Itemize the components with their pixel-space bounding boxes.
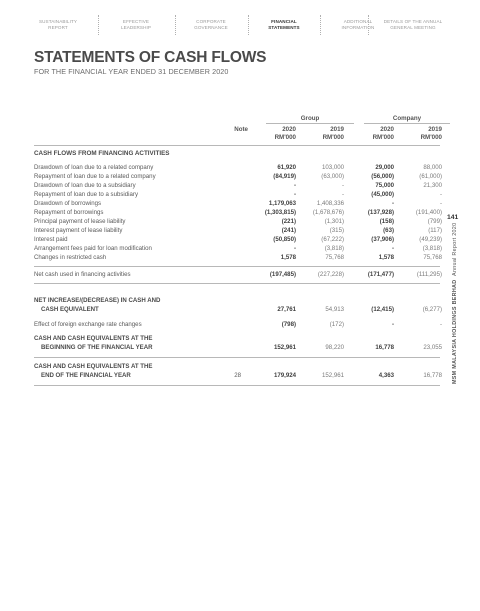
value-company-2019: 75,768 (423, 254, 442, 261)
value-group-2019: (3,818) (324, 245, 344, 252)
nav-divider (320, 15, 321, 35)
side-report-name: Annual Report 2020 (452, 222, 458, 276)
unit-header-company-2019: RM'000 (420, 134, 442, 141)
value-company-2020: (56,000) (371, 173, 394, 180)
value-group-2020: - (293, 191, 296, 198)
nav-divider (98, 15, 99, 35)
table-row (34, 163, 440, 172)
value-group-2019: (67,222) (321, 236, 344, 243)
value-company-2020: (45,000) (371, 191, 394, 198)
value-group-2019: (172) (329, 321, 344, 328)
value-company-2020: - (391, 200, 394, 207)
value-group-2019: 54,913 (325, 306, 344, 313)
value-company-2019: (61,000) (419, 173, 442, 180)
page-title: STATEMENTS OF CASH FLOWS (34, 49, 267, 66)
side-company-name: MSM MALAYSIA HOLDINGS BERHAD (452, 279, 458, 384)
year-header-company-2020: 2020 (380, 126, 394, 133)
section-financing-title: CASH FLOWS FROM FINANCING ACTIVITIES (34, 150, 170, 157)
value-group-2020: 179,924 (273, 372, 296, 379)
end-row (34, 371, 440, 380)
group-underline (266, 123, 354, 124)
end-row-line1 (34, 362, 440, 371)
value-group-2020: 27,761 (277, 306, 296, 313)
value-group-2020: (84,919) (273, 173, 296, 180)
value-group-2020: (197,485) (269, 271, 296, 278)
row-label: Net cash used in financing activities (34, 271, 131, 278)
row-label: Repayment of borrowings (34, 209, 104, 216)
value-group-2019: 152,961 (321, 372, 344, 379)
rule (34, 266, 440, 267)
beginning-row (34, 343, 440, 352)
value-company-2020: (63) (383, 227, 394, 234)
table-row (34, 199, 440, 208)
value-company-2019: (191,400) (415, 209, 442, 216)
value-company-2019: 23,055 (423, 344, 442, 351)
page-number: 141 (447, 214, 459, 221)
value-company-2019: - (439, 321, 442, 328)
value-company-2019: - (439, 200, 442, 207)
row-label: Drawdown of loan due to a subsidiary (34, 182, 136, 189)
table-row (34, 217, 440, 226)
table-row (34, 253, 440, 262)
value-group-2019: 75,768 (325, 254, 344, 261)
row-label: Drawdown of loan due to a related company (34, 164, 154, 171)
value-company-2020: (12,415) (371, 306, 394, 313)
row-label: Repayment of loan due to a subsidiary (34, 191, 138, 198)
beginning-row-line1 (34, 334, 440, 343)
year-header-group-2019: 2019 (330, 126, 344, 133)
value-company-2020: 1,578 (378, 254, 394, 261)
value-group-2020: (241) (281, 227, 296, 234)
row-label: END OF THE FINANCIAL YEAR (41, 372, 131, 379)
net-financing-row (34, 270, 440, 279)
table-row (34, 208, 440, 217)
table-row (34, 181, 440, 190)
table-row (34, 190, 440, 199)
top-navigation (26, 12, 454, 38)
nav-corporate-governance[interactable]: CORPORATE GOVERNANCE (194, 19, 228, 30)
unit-header-group-2019: RM'000 (322, 134, 344, 141)
value-company-2020: (37,906) (371, 236, 394, 243)
value-company-2019: - (439, 191, 442, 198)
value-group-2020: (798) (281, 321, 296, 328)
value-group-2020: 1,578 (280, 254, 296, 261)
value-company-2019: (117) (428, 227, 442, 234)
row-label: Arrangement fees paid for loan modification (34, 245, 152, 252)
year-header-group-2020: 2020 (282, 126, 296, 133)
row-label: Repayment of loan due to a related company (34, 173, 156, 180)
value-company-2020: - (391, 245, 394, 252)
value-group-2020: (1,303,815) (264, 209, 296, 216)
value-company-2019: (49,239) (419, 236, 442, 243)
net-increase-row (34, 305, 440, 314)
row-label: Interest payment of lease liability (34, 227, 123, 234)
value-company-2019: (3,818) (422, 245, 442, 252)
company-header: Company (392, 115, 422, 122)
year-header-company-2019: 2019 (428, 126, 442, 133)
value-group-2019: (1,301) (324, 218, 344, 225)
table-row (34, 172, 440, 181)
nav-effective-leadership[interactable]: EFFECTIVE LEADERSHIP (120, 19, 152, 30)
value-group-2019: 1,408,336 (316, 200, 344, 207)
value-company-2020: 29,000 (375, 164, 394, 171)
value-group-2020: (221) (281, 218, 296, 225)
value-group-2020: - (293, 182, 296, 189)
value-company-2020: (171,477) (367, 271, 394, 278)
row-label: Effect of foreign exchange rate changes (34, 321, 142, 328)
value-group-2019: (1,678,676) (312, 209, 344, 216)
nav-divider (368, 15, 369, 35)
value-company-2019: 16,778 (423, 372, 442, 379)
value-company-2020: (137,928) (367, 209, 394, 216)
row-label: BEGINNING OF THE FINANCIAL YEAR (41, 344, 153, 351)
value-company-2020: (158) (379, 218, 394, 225)
net-increase-row-line1 (34, 296, 440, 305)
value-company-2020: 16,778 (375, 344, 394, 351)
value-group-2019: 98,220 (325, 344, 344, 351)
value-group-2020: (50,850) (273, 236, 296, 243)
row-label: Changes in restricted cash (34, 254, 107, 261)
value-group-2019: (315) (329, 227, 344, 234)
nav-divider (175, 15, 176, 35)
nav-divider (248, 15, 249, 35)
unit-header-company-2020: RM'000 (372, 134, 394, 141)
group-header: Group (300, 115, 320, 122)
value-group-2020: 152,961 (273, 344, 296, 351)
table-row (34, 235, 440, 244)
row-label: CASH AND CASH EQUIVALENTS AT THE (34, 335, 153, 342)
note-reference: 28 (234, 372, 241, 379)
value-group-2019: (227,228) (317, 271, 344, 278)
page-subtitle: FOR THE FINANCIAL YEAR ENDED 31 DECEMBER 2020 (34, 67, 229, 76)
row-label: CASH AND CASH EQUIVALENTS AT THE (34, 363, 153, 370)
nav-additional-information[interactable]: ADDITIONAL INFORMATION (341, 19, 375, 30)
rule (34, 357, 440, 358)
table-row (34, 226, 440, 235)
value-group-2020: - (293, 245, 296, 252)
fx-row (34, 320, 440, 329)
value-group-2019: - (341, 191, 344, 198)
nav-financial-statements[interactable]: FINANCIAL STATEMENTS (268, 19, 300, 30)
note-header: Note (234, 126, 248, 133)
row-label: Principal payment of lease liability (34, 218, 126, 225)
table-row (34, 244, 440, 253)
value-company-2019: (799) (427, 218, 442, 225)
value-company-2019: 88,000 (423, 164, 442, 171)
rule (34, 283, 440, 284)
value-company-2020: 4,363 (378, 372, 394, 379)
row-label: NET INCREASE/(DECREASE) IN CASH AND (34, 297, 161, 304)
nav-agm-details[interactable]: DETAILS OF THE ANNUAL GENERAL MEETING (383, 19, 443, 30)
header-rule (34, 145, 440, 146)
row-label: Drawdown of borrowings (34, 200, 102, 207)
rule (34, 385, 440, 386)
value-company-2020: 75,000 (375, 182, 394, 189)
unit-header-group-2020: RM'000 (274, 134, 296, 141)
value-group-2020: 1,179,063 (268, 200, 296, 207)
nav-sustainability-report[interactable]: SUSTAINABILITY REPORT (38, 19, 78, 30)
side-running-title (452, 223, 458, 384)
value-group-2019: 103,000 (321, 164, 344, 171)
value-group-2020: 61,920 (277, 164, 296, 171)
value-group-2019: (63,000) (321, 173, 344, 180)
row-label: Interest paid (34, 236, 68, 243)
company-underline (364, 123, 450, 124)
row-label: CASH EQUIVALENT (41, 306, 99, 313)
value-company-2019: (111,295) (416, 271, 442, 278)
value-group-2019: - (341, 182, 344, 189)
value-company-2019: 21,300 (423, 182, 442, 189)
value-company-2019: (6,277) (422, 306, 442, 313)
value-company-2020: - (391, 321, 394, 328)
